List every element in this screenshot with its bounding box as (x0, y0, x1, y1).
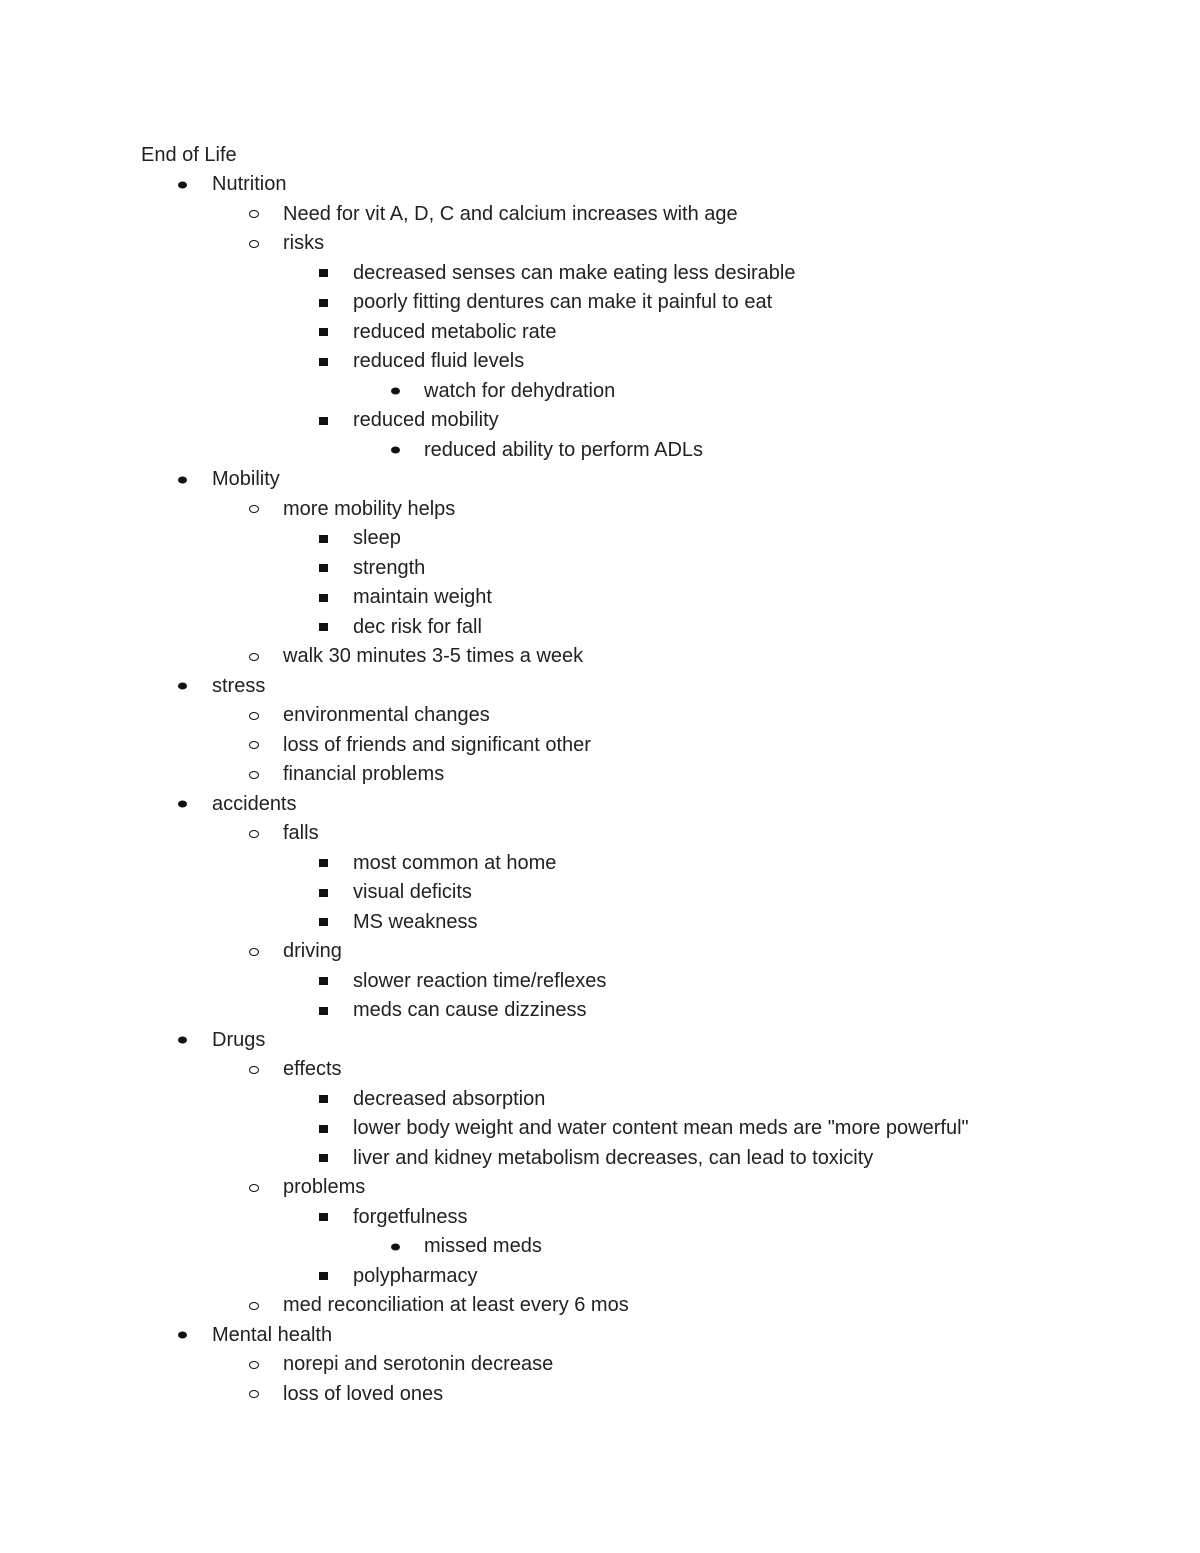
list-item-text: forgetfulness (353, 1205, 468, 1228)
document-title: End of Life (141, 144, 237, 166)
filled-disc-bullet-icon (178, 1332, 187, 1339)
list-item-level-3 (0, 583, 969, 613)
list-item-level-1 (0, 790, 969, 820)
list-item-level-4 (0, 377, 969, 407)
list-item-level-3 (0, 1144, 969, 1174)
filled-disc-bullet-icon (178, 801, 187, 808)
list-item-level-3 (0, 347, 969, 377)
list-item-text: Mental health (212, 1323, 333, 1346)
list-item-text: norepi and serotonin decrease (283, 1353, 554, 1375)
list-item-level-2 (0, 1173, 969, 1203)
list-item-level-1 (0, 465, 969, 495)
filled-disc-bullet-icon (178, 181, 187, 188)
list-item-text: reduced metabolic rate (353, 320, 557, 343)
filled-square-bullet-icon (319, 623, 328, 631)
filled-square-bullet-icon (319, 328, 328, 336)
hollow-circle-bullet-icon (249, 948, 259, 956)
list-item-level-1 (0, 1026, 969, 1056)
list-item-text: problems (283, 1176, 366, 1198)
list-item-level-2 (0, 819, 969, 849)
list-item-level-3 (0, 259, 969, 289)
hollow-circle-bullet-icon (249, 653, 259, 661)
filled-square-bullet-icon (319, 1213, 328, 1221)
list-item-level-2 (0, 760, 969, 790)
list-item-text: Drugs (212, 1028, 266, 1051)
bullet-outline (0, 170, 969, 1409)
filled-square-bullet-icon (319, 1125, 328, 1133)
filled-square-bullet-icon (319, 918, 328, 926)
filled-square-bullet-icon (319, 358, 328, 366)
list-item-level-3 (0, 406, 969, 436)
hollow-circle-bullet-icon (249, 1390, 259, 1398)
list-item-text: meds can cause dizziness (353, 999, 587, 1021)
list-item-level-3 (0, 288, 969, 318)
filled-square-bullet-icon (319, 417, 328, 425)
list-item-text: slower reaction time/reflexes (353, 969, 607, 992)
filled-square-bullet-icon (319, 859, 328, 867)
list-item-text: poorly fitting dentures can make it painful to eat (353, 291, 773, 313)
list-item-text: risks (283, 232, 325, 254)
filled-square-bullet-icon (319, 299, 328, 307)
list-item-text: accidents (212, 792, 297, 815)
list-item-level-2 (0, 731, 969, 761)
list-item-text: loss of loved ones (283, 1382, 444, 1405)
list-item-text: watch for dehydration (424, 379, 616, 402)
list-item-text: reduced ability to perform ADLs (424, 438, 704, 461)
list-item-level-3 (0, 613, 969, 643)
list-item-level-2 (0, 642, 969, 672)
list-item-text: effects (283, 1058, 342, 1080)
list-item-text: most common at home (353, 851, 557, 874)
list-item-text: decreased senses can make eating less desirable (353, 261, 796, 284)
filled-disc-bullet-icon (391, 447, 400, 454)
list-item-text: loss of friends and significant other (283, 733, 591, 756)
list-item-text: reduced fluid levels (353, 350, 525, 372)
filled-square-bullet-icon (319, 1095, 328, 1103)
list-item-text: driving (283, 940, 342, 962)
list-item-text: lower body weight and water content mean meds are "more powerful" (353, 1117, 969, 1139)
list-item-text: missed meds (424, 1235, 542, 1257)
filled-square-bullet-icon (319, 889, 328, 897)
list-item-text: strength (353, 556, 426, 579)
list-item-level-3 (0, 1203, 969, 1233)
hollow-circle-bullet-icon (249, 741, 259, 749)
list-item-level-3 (0, 1262, 969, 1292)
list-item-text: Nutrition (212, 173, 287, 195)
list-item-level-2 (0, 937, 969, 967)
list-item-level-4 (0, 1232, 969, 1262)
list-item-level-3 (0, 554, 969, 584)
list-item-level-3 (0, 318, 969, 348)
hollow-circle-bullet-icon (249, 1066, 259, 1074)
filled-square-bullet-icon (319, 1272, 328, 1280)
filled-square-bullet-icon (319, 977, 328, 985)
list-item-level-2 (0, 1291, 969, 1321)
list-item-text: walk 30 minutes 3-5 times a week (283, 645, 584, 667)
list-item-text: sleep (353, 527, 401, 549)
list-item-text: environmental changes (283, 704, 490, 726)
list-item-level-3 (0, 908, 969, 938)
filled-square-bullet-icon (319, 1154, 328, 1162)
filled-disc-bullet-icon (391, 388, 400, 395)
list-item-level-1 (0, 170, 969, 200)
list-item-level-3 (0, 967, 969, 997)
list-item-level-3 (0, 1085, 969, 1115)
list-item-level-3 (0, 996, 969, 1026)
list-item-level-3 (0, 849, 969, 879)
hollow-circle-bullet-icon (249, 240, 259, 248)
hollow-circle-bullet-icon (249, 210, 259, 218)
list-item-text: med reconciliation at least every 6 mos (283, 1294, 629, 1316)
list-item-text: polypharmacy (353, 1264, 478, 1287)
list-item-text: Mobility (212, 468, 280, 490)
list-item-level-2 (0, 1350, 969, 1380)
list-item-level-2 (0, 200, 969, 230)
list-item-text: falls (283, 822, 319, 844)
filled-square-bullet-icon (319, 269, 328, 277)
filled-square-bullet-icon (319, 535, 328, 543)
filled-disc-bullet-icon (391, 1243, 400, 1250)
list-item-level-1 (0, 672, 969, 702)
list-item-level-2 (0, 495, 969, 525)
filled-square-bullet-icon (319, 594, 328, 602)
list-item-text: more mobility helps (283, 497, 456, 520)
list-item-level-1 (0, 1321, 969, 1351)
hollow-circle-bullet-icon (249, 505, 259, 513)
list-item-level-2 (0, 1055, 969, 1085)
hollow-circle-bullet-icon (249, 1184, 259, 1192)
list-item-text: liver and kidney metabolism decreases, can lead to toxicity (353, 1146, 874, 1169)
filled-disc-bullet-icon (178, 476, 187, 483)
hollow-circle-bullet-icon (249, 712, 259, 720)
filled-disc-bullet-icon (178, 1037, 187, 1044)
filled-square-bullet-icon (319, 564, 328, 572)
list-item-level-2 (0, 701, 969, 731)
list-item-text: decreased absorption (353, 1087, 546, 1110)
list-item-level-2 (0, 229, 969, 259)
list-item-level-3 (0, 524, 969, 554)
list-item-text: financial problems (283, 763, 445, 785)
list-item-text: visual deficits (353, 881, 472, 903)
list-item-text: MS weakness (353, 910, 478, 933)
filled-square-bullet-icon (319, 1007, 328, 1015)
hollow-circle-bullet-icon (249, 830, 259, 838)
list-item-text: stress (212, 674, 266, 697)
list-item-text: maintain weight (353, 586, 492, 608)
list-item-level-2 (0, 1380, 969, 1410)
hollow-circle-bullet-icon (249, 771, 259, 779)
list-item-text: Need for vit A, D, C and calcium increases with age (283, 202, 738, 225)
hollow-circle-bullet-icon (249, 1302, 259, 1310)
hollow-circle-bullet-icon (249, 1361, 259, 1369)
list-item-level-3 (0, 878, 969, 908)
list-item-text: dec risk for fall (353, 615, 482, 638)
list-item-text: reduced mobility (353, 409, 499, 431)
list-item-level-3 (0, 1114, 969, 1144)
list-item-level-4 (0, 436, 969, 466)
filled-disc-bullet-icon (178, 683, 187, 690)
